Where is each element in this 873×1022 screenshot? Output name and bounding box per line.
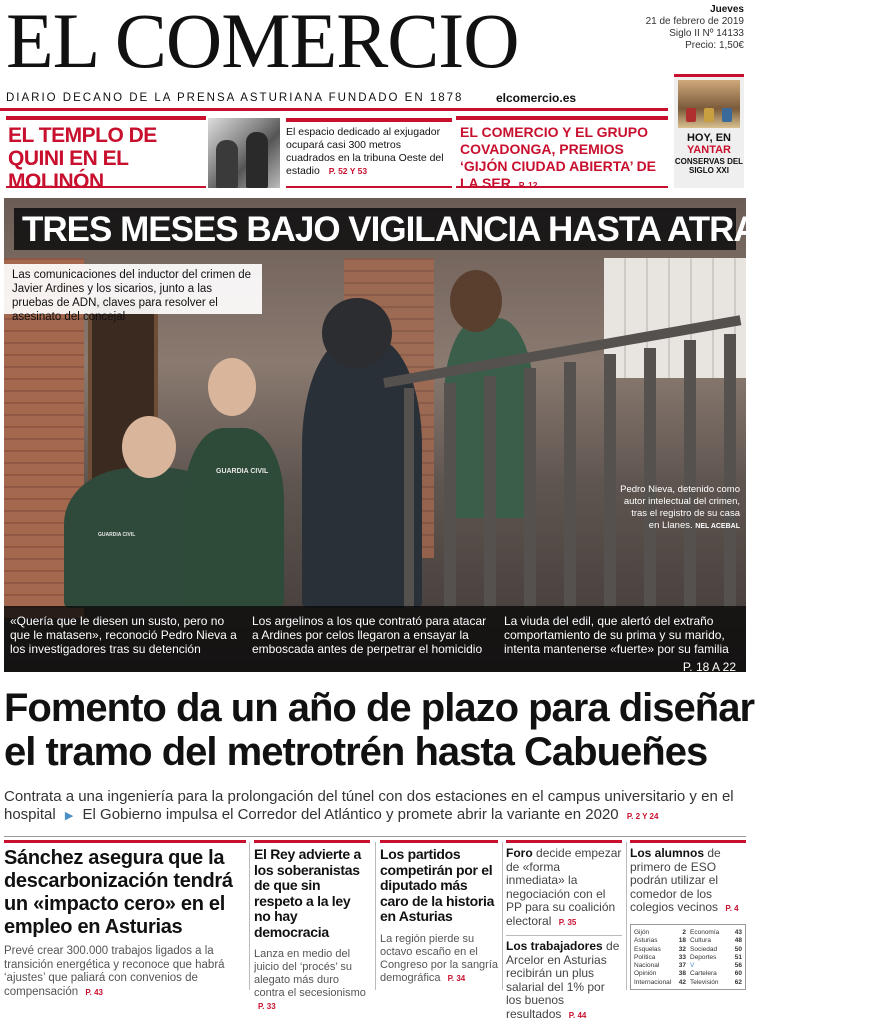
guard-head (208, 358, 256, 416)
teaser-quini-pages: P. 52 Y 53 (328, 166, 368, 176)
rail-post (604, 354, 616, 608)
tagline: DIARIO DECANO DE LA PRENSA ASTURIANA FUNDADO EN 1878 (6, 92, 464, 104)
rail-post (564, 362, 576, 608)
photo-credit: NEL ACEBAL (695, 523, 740, 530)
masthead (0, 0, 750, 112)
divider (506, 935, 622, 936)
can-shape (686, 108, 696, 122)
teaser-quini-text: El espacio dedicado al exjugador ocupará casi 300 metros cuadrados en la tribuna Oeste del estadio (286, 126, 444, 177)
story-partidos-headline: Los partidos competirán por el diputado más caro de la historia en Asturias (380, 846, 495, 924)
story-sanchez-body: Prevé crear 300.000 trabajos ligados a la transición energética y reconoce que habrá ‘ajustes’ que paliará con convenios de compensación P. 43 (4, 945, 225, 998)
lead-headline[interactable]: Fomento da un año de plazo para diseñar el tramo del metrotrén hasta Cabueñes (4, 686, 755, 774)
story-partidos-pages: P. 34 (447, 973, 466, 983)
guard-head (450, 270, 502, 332)
brief-alumnos[interactable]: Los alumnos de primero de ESO podrán utilizar el comedor de los colegios vecinos P. 4 (630, 840, 746, 916)
teaser-quini-body (286, 118, 452, 188)
yantar-line3: CONSERVAS DEL SIGLO XXI (674, 157, 744, 175)
main-dek: Las comunicaciones del inductor del crimen de Javier Ardines y los sicarios, junto a las pruebas de ADN, claves para resolver el asesinato del concejal (4, 264, 262, 314)
yantar-photo (678, 80, 740, 128)
index-item[interactable]: Gijón 2 (634, 929, 686, 936)
index-item[interactable]: Nacional 37 (634, 962, 686, 970)
brief-foro[interactable]: Foro decide empezar de «forma inmediata» la negociación con el PP para su coalición electoral P. 35 (506, 846, 622, 928)
teaser-quini-headline: EL TEMPLO DE QUINI EN EL MOLINÓN (8, 124, 157, 193)
issue-number: Siglo II Nº 14133 (669, 28, 744, 39)
brief-arcelor-pages: P. 44 (568, 1010, 587, 1020)
hooded-head (322, 298, 392, 368)
divider (375, 842, 376, 990)
teaser-covadonga-pages: P. 12 (518, 180, 538, 190)
player-figure (216, 140, 238, 188)
index-item[interactable]: Política 33 (634, 953, 686, 961)
yantar-line1: HOY, EN (686, 132, 731, 144)
quote-2: Los argelinos a los que contrató para atacar a Ardines por celos llegaron a ensayar la emboscada antes de perpetrar el homicidio (252, 614, 487, 656)
teaser-quini[interactable] (6, 116, 206, 193)
index-item[interactable]: Cultura 48 (690, 937, 742, 945)
story-rey-pages: P. 33 (258, 1002, 276, 1011)
main-headline[interactable]: TRES MESES BAJO VIGILANCIA HASTA ATRAPARLO (22, 210, 873, 249)
rail-post (404, 388, 414, 608)
divider (502, 842, 503, 990)
brief-alumnos-pages: P. 4 (725, 904, 739, 913)
index-item[interactable]: Sociedad 50 (690, 945, 742, 953)
main-headline-box (14, 208, 873, 250)
index-item[interactable]: Deportes 51 (690, 953, 742, 961)
quini-photo (208, 118, 280, 188)
brief-foro-pages: P. 35 (558, 917, 577, 927)
issue-date: 21 de febrero de 2019 (645, 16, 744, 27)
site-link[interactable]: elcomercio.es (496, 91, 577, 105)
story-rey-body: Lanza en medio del juicio del ‘procés’ su alegato más duro contra el secesionismo P. 33 (254, 948, 366, 1011)
guard-head (122, 416, 176, 478)
story-partidos[interactable] (380, 840, 498, 985)
story-partidos-body: La región pierde su octavo escaño en el Congreso por la sangría demográfica P. 34 (380, 932, 499, 984)
story-rey-headline: El Rey advierte a los soberanistas de que sin respeto a la ley no hay democracia (254, 846, 361, 940)
story-sanchez-headline: Sánchez asegura que la descarbonización tendrá un «impacto cero» en el empleo en Asturias (4, 847, 233, 938)
index-item[interactable]: Internacional 42 (634, 978, 686, 986)
quote-3: La viuda del edil, que alertó del extraño comportamiento de su prima y su marido, intenta mantenerse «fuerte» por su familia (504, 614, 729, 656)
yantar-line2: YANTAR (686, 144, 731, 156)
photo-caption: Pedro Nieva, detenido como autor intelectual del crimen, tras el registro de su casa en Llanes. NEL ACEBAL (620, 484, 740, 531)
guard-figure (184, 428, 284, 608)
brief-arcelor[interactable]: Los trabajadores de Arcelor en Asturias recibirán un plus salarial del 1% por los buenos resultados P. 44 (506, 939, 620, 1021)
section-index (630, 924, 746, 990)
issue-info (646, 4, 744, 52)
teaser-covadonga-headline: EL COMERCIO Y EL GRUPO COVADONGA, PREMIOS ‘GIJÓN CIUDAD ABIERTA’ DE LA SER P. 12 (460, 124, 657, 191)
index-item[interactable]: Asturias 18 (634, 937, 686, 945)
rail-post (684, 340, 696, 608)
index-item[interactable]: Televisión 62 (690, 978, 742, 986)
index-item[interactable]: Cartelera 60 (690, 970, 742, 978)
arrow-right-icon: ▶ (64, 810, 74, 822)
main-story-pages: P. 18 A 22 (682, 660, 736, 674)
vest-label: GUARDIA CIVIL (216, 468, 269, 475)
rail-post (724, 334, 736, 608)
yantar-promo[interactable] (674, 74, 744, 188)
issue-price: Precio: 1,50€ (685, 40, 744, 51)
index-item[interactable]: Esquelas 32 (634, 945, 686, 953)
teaser-covadonga[interactable] (456, 116, 668, 191)
rail-post (644, 348, 656, 608)
can-shape (722, 108, 732, 122)
masthead-rule (0, 108, 668, 111)
quote-1: «Quería que le diesen un susto, pero no que le matasen», reconoció Pedro Nieva a los investigadores tras su detención (10, 614, 237, 656)
story-sanchez[interactable] (4, 840, 246, 999)
index-item[interactable]: V 56 (690, 962, 742, 970)
rail-post (444, 383, 456, 608)
divider (4, 836, 746, 837)
newspaper-logo[interactable]: EL COMERCIO (6, 0, 519, 84)
rail-post (484, 376, 496, 608)
lead-pages: P. 2 Y 24 (626, 812, 659, 821)
story-sanchez-pages: P. 43 (85, 987, 104, 997)
index-item[interactable]: Economía 43 (690, 929, 742, 936)
player-figure (246, 132, 268, 188)
can-shape (704, 108, 714, 122)
divider (249, 842, 250, 990)
quotes-bar (4, 606, 746, 672)
index-item[interactable]: Opinión 38 (634, 970, 686, 978)
story-rey[interactable] (254, 840, 370, 1013)
rail-post (524, 368, 536, 608)
divider (626, 842, 627, 990)
vest-label: GUARDIA CIVIL (98, 532, 136, 538)
issue-day: Jueves (710, 4, 744, 15)
main-photo[interactable] (4, 198, 873, 674)
lead-dek: Contrata a una ingeniería para la prolongación del túnel con dos estaciones en el campus universitario y en el hospital ▶ El Gobierno impulsa el Corredor del Atlántico y promete abrir la variante en 2020 P. 2 Y 24 (4, 788, 734, 823)
brief-column (506, 840, 622, 1022)
